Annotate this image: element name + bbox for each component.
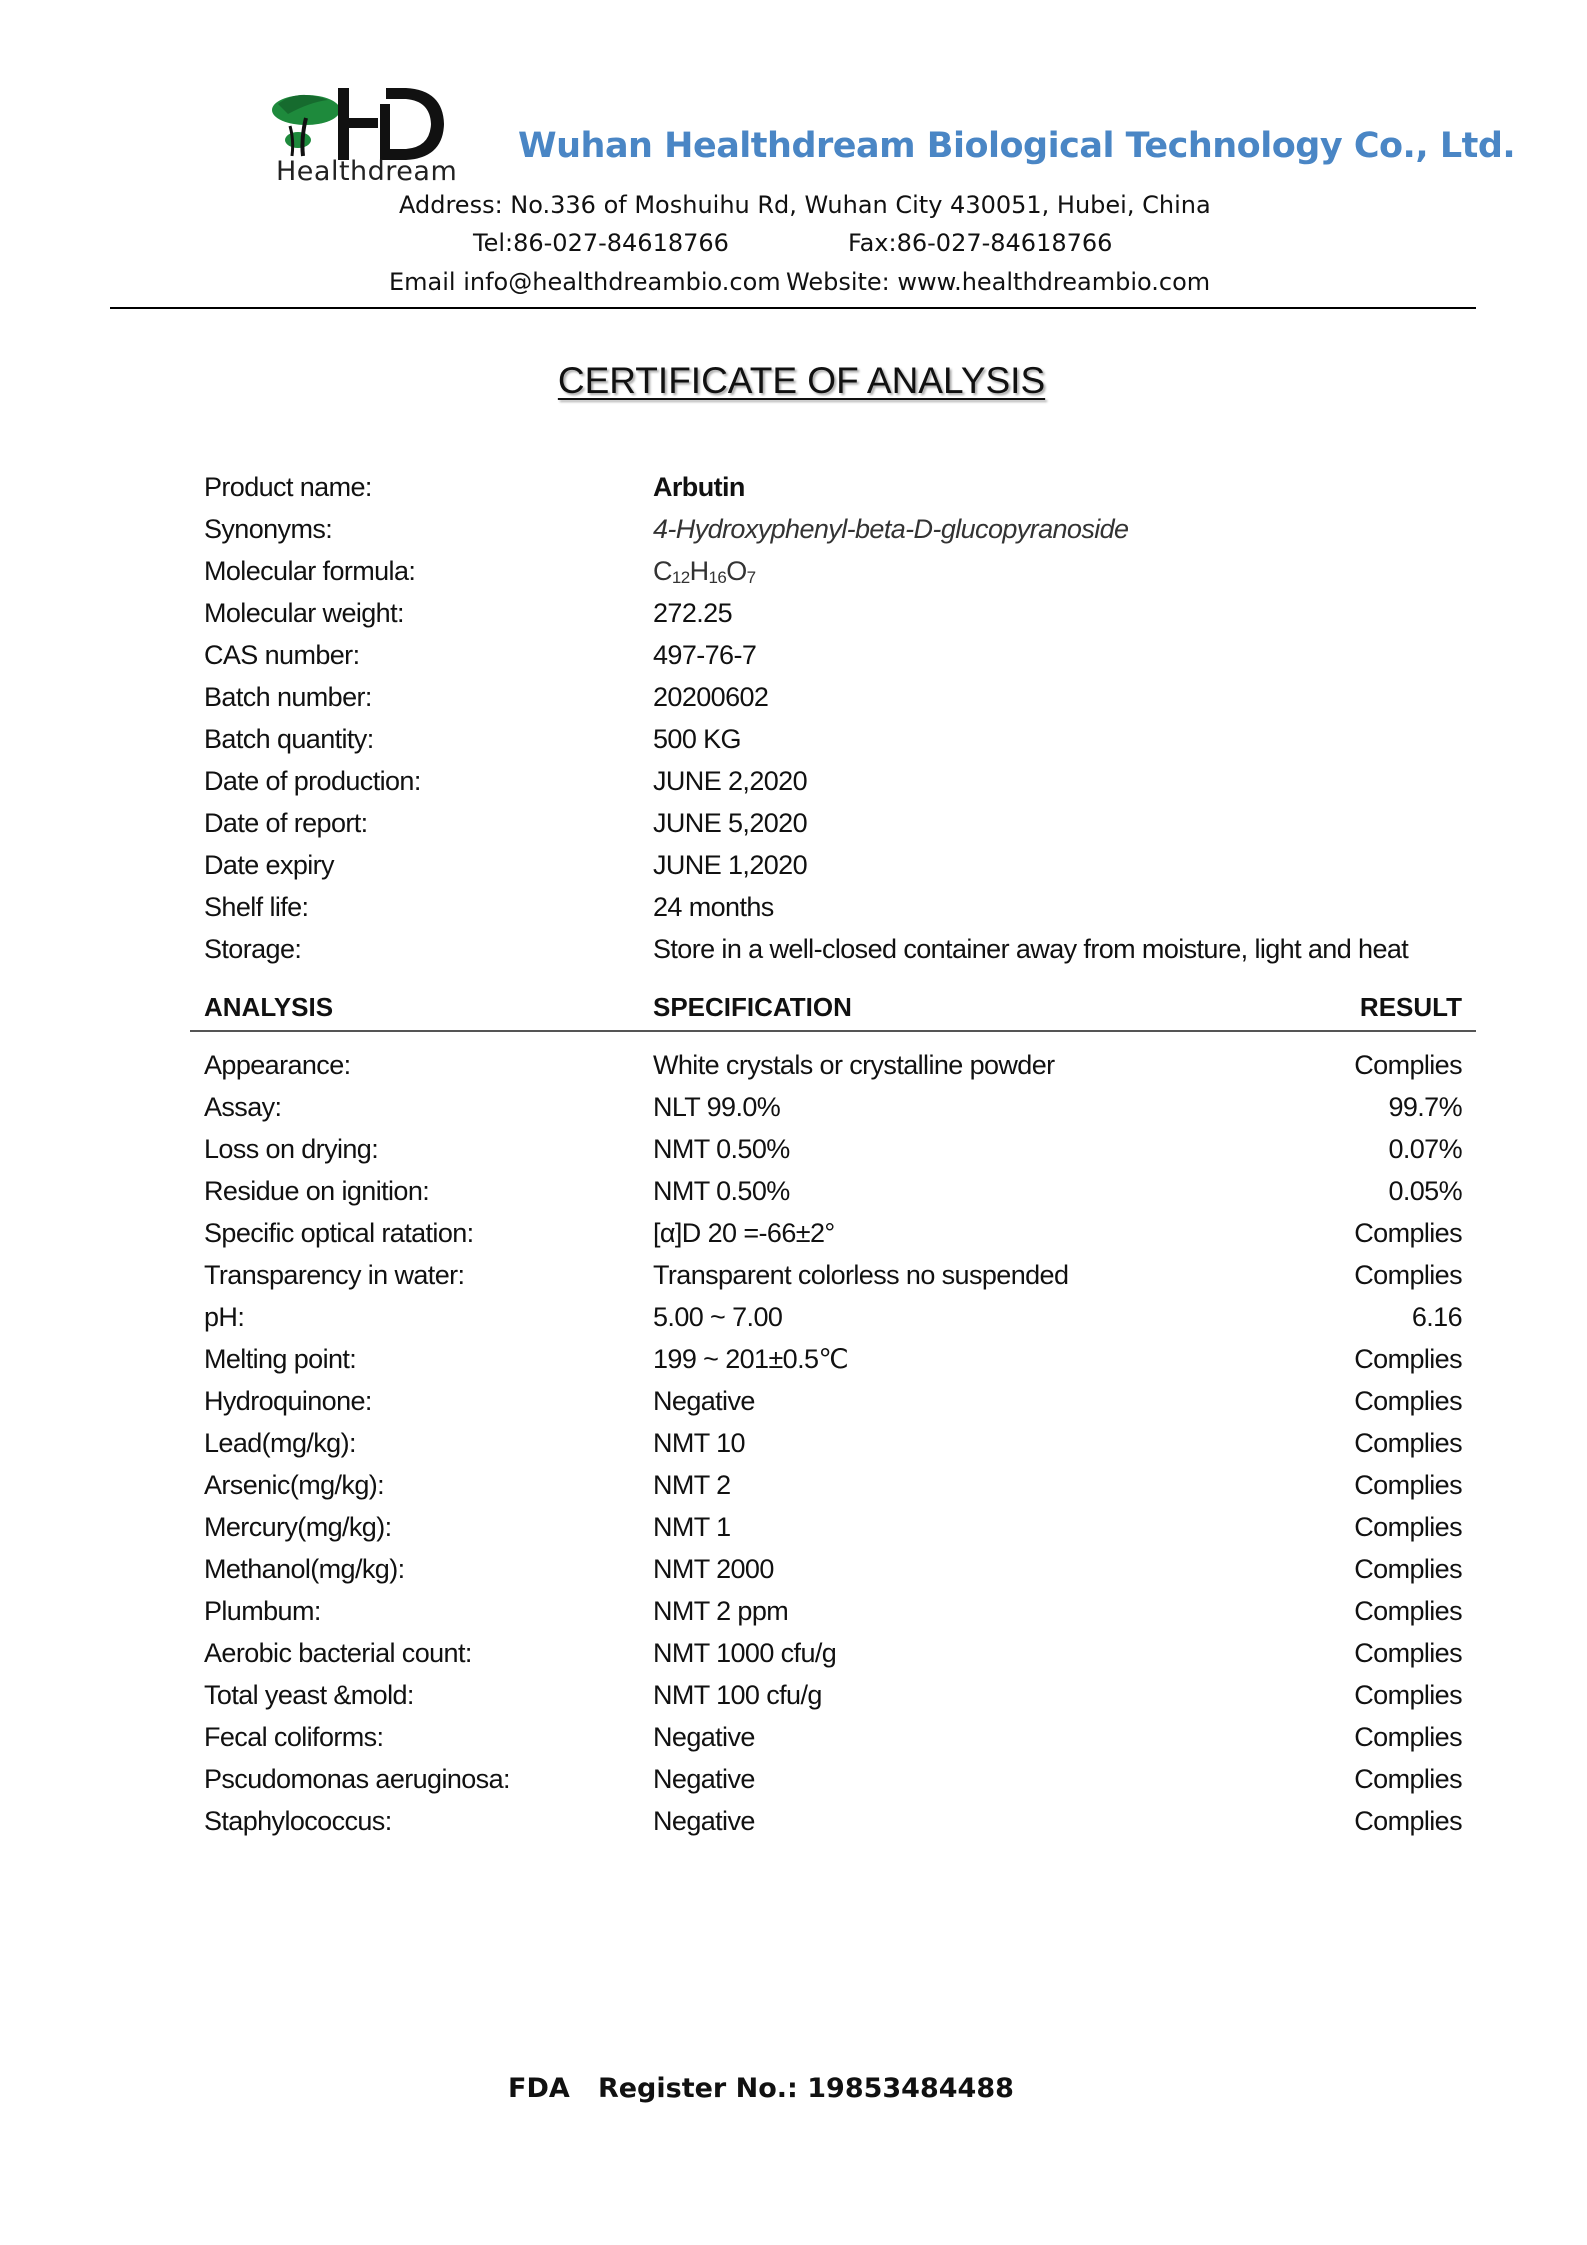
analysis-result: Complies — [1354, 1512, 1462, 1542]
table-row — [0, 1134, 1587, 1176]
analysis-result: Complies — [1354, 1218, 1462, 1248]
analysis-spec: Negative — [653, 1722, 755, 1752]
analysis-result: Complies — [1354, 1260, 1462, 1290]
quantity-label: Batch quantity: — [204, 724, 374, 754]
company-fax: Fax:86-027-84618766 — [848, 229, 1113, 257]
fda-register-number: FDA Register No.: 19853484488 — [508, 2073, 1014, 2104]
analysis-header-analysis: ANALYSIS — [204, 992, 334, 1022]
analysis-result: Complies — [1354, 1806, 1462, 1836]
table-row — [0, 1764, 1587, 1806]
analysis-result: Complies — [1354, 1680, 1462, 1710]
table-row — [0, 1470, 1587, 1512]
info-row-formula — [0, 556, 1587, 598]
table-row — [0, 1512, 1587, 1554]
company-website: Website: www.healthdreambio.com — [786, 268, 1211, 296]
table-row — [0, 1554, 1587, 1596]
weight-value: 272.25 — [653, 598, 732, 628]
company-email: Email info@healthdreambio.com — [389, 268, 781, 296]
analysis-spec: NMT 0.50% — [653, 1176, 790, 1206]
quantity-value: 500 KG — [653, 724, 741, 754]
analysis-header-result: RESULT — [1359, 992, 1462, 1022]
production-label: Date of production: — [204, 766, 421, 796]
analysis-result: Complies — [1354, 1470, 1462, 1500]
analysis-item: Hydroquinone: — [204, 1386, 372, 1416]
info-row-report — [0, 808, 1587, 850]
analysis-item: Plumbum: — [204, 1596, 321, 1626]
document-title: CERTIFICATE OF ANALYSIS — [557, 360, 1046, 401]
analysis-spec: 199 ~ 201±0.5℃ — [653, 1344, 849, 1374]
table-row — [0, 1218, 1587, 1260]
formula-value: $C_{12}H_{16}O_7$ — [653, 556, 756, 587]
table-row — [0, 1260, 1587, 1302]
batch-value: 20200602 — [653, 682, 769, 712]
analysis-result: Complies — [1354, 1386, 1462, 1416]
formula-label: Molecular formula: — [204, 556, 416, 586]
analysis-spec: 5.00 ~ 7.00 — [653, 1302, 783, 1332]
analysis-spec: Negative — [653, 1764, 755, 1794]
info-row-product-name — [0, 472, 1587, 514]
table-row — [0, 1722, 1587, 1764]
storage-value: Store in a well-closed container away from moisture, light and heat — [653, 934, 1409, 964]
info-row-production — [0, 766, 1587, 808]
analysis-item: Arsenic(mg/kg): — [204, 1470, 385, 1500]
analysis-result: Complies — [1354, 1344, 1462, 1374]
analysis-item: Loss on drying: — [204, 1134, 379, 1164]
info-row-quantity — [0, 724, 1587, 766]
analysis-result: 0.05% — [1388, 1176, 1462, 1206]
analysis-result: Complies — [1354, 1596, 1462, 1626]
table-row — [0, 1176, 1587, 1218]
cas-label: CAS number: — [204, 640, 360, 670]
analysis-spec: Transparent colorless no suspended — [653, 1260, 1069, 1290]
storage-label: Storage: — [204, 934, 302, 964]
logo-wordmark: Healthdream — [276, 156, 458, 187]
synonyms-value: 4-Hydroxyphenyl-beta-D-glucopyranoside — [653, 514, 1129, 544]
analysis-item: Lead(mg/kg): — [204, 1428, 356, 1458]
analysis-item: Specific optical ratation: — [204, 1218, 474, 1248]
cas-value: 497-76-7 — [653, 640, 757, 670]
company-address: Address: No.336 of Moshuihu Rd, Wuhan City 430051, Hubei, China — [399, 191, 1211, 219]
analysis-spec: White crystals or crystalline powder — [653, 1050, 1055, 1080]
synonyms-label: Synonyms: — [204, 514, 333, 544]
product-name-label: Product name: — [204, 472, 372, 502]
table-row — [0, 1638, 1587, 1680]
analysis-spec: NMT 100 cfu/g — [653, 1680, 822, 1710]
analysis-item: Assay: — [204, 1092, 282, 1122]
analysis-result: 6.16 — [1411, 1302, 1462, 1332]
info-row-storage — [0, 934, 1587, 976]
analysis-item: Residue on ignition: — [204, 1176, 430, 1206]
analysis-spec: NMT 10 — [653, 1428, 745, 1458]
analysis-item: Total yeast &mold: — [204, 1680, 414, 1710]
expiry-label: Date expiry — [204, 850, 334, 880]
expiry-value: JUNE 1,2020 — [653, 850, 807, 880]
analysis-spec: NLT 99.0% — [653, 1092, 781, 1122]
batch-label: Batch number: — [204, 682, 372, 712]
shelf-label: Shelf life: — [204, 892, 309, 922]
info-row-expiry — [0, 850, 1587, 892]
header-divider — [110, 307, 1476, 309]
analysis-item: pH: — [204, 1302, 245, 1332]
table-row — [0, 1344, 1587, 1386]
analysis-spec: Negative — [653, 1806, 755, 1836]
analysis-spec: NMT 2000 — [653, 1554, 774, 1584]
analysis-item: Aerobic bacterial count: — [204, 1638, 472, 1668]
info-row-shelf — [0, 892, 1587, 934]
company-name: Wuhan Healthdream Biological Technology Co., Ltd. — [518, 126, 1516, 166]
analysis-header-divider — [190, 1030, 1476, 1032]
table-row — [0, 1302, 1587, 1344]
analysis-result: Complies — [1354, 1764, 1462, 1794]
report-label: Date of report: — [204, 808, 368, 838]
analysis-result: Complies — [1354, 1554, 1462, 1584]
analysis-item: Methanol(mg/kg): — [204, 1554, 405, 1584]
analysis-spec: [α]D 20 =-66±2° — [653, 1218, 835, 1248]
table-row — [0, 1596, 1587, 1638]
analysis-spec: NMT 0.50% — [653, 1134, 790, 1164]
analysis-item: Pscudomonas aeruginosa: — [204, 1764, 510, 1794]
analysis-item: Transparency in water: — [204, 1260, 465, 1290]
weight-label: Molecular weight: — [204, 598, 404, 628]
analysis-item: Melting point: — [204, 1344, 357, 1374]
production-value: JUNE 2,2020 — [653, 766, 807, 796]
table-row — [0, 1092, 1587, 1134]
analysis-item: Mercury(mg/kg): — [204, 1512, 392, 1542]
company-tel: Tel:86-027-84618766 — [473, 229, 729, 257]
info-row-cas — [0, 640, 1587, 682]
analysis-result: Complies — [1354, 1050, 1462, 1080]
info-row-batch — [0, 682, 1587, 724]
analysis-spec: NMT 2 — [653, 1470, 731, 1500]
analysis-result: 0.07% — [1388, 1134, 1462, 1164]
table-row — [0, 1050, 1587, 1092]
info-row-synonyms — [0, 514, 1587, 556]
shelf-value: 24 months — [653, 892, 774, 922]
analysis-spec: Negative — [653, 1386, 755, 1416]
analysis-item: Staphylococcus: — [204, 1806, 392, 1836]
table-row — [0, 1680, 1587, 1722]
table-row — [0, 1806, 1587, 1848]
analysis-item: Appearance: — [204, 1050, 351, 1080]
analysis-item: Fecal coliforms: — [204, 1722, 384, 1752]
analysis-result: Complies — [1354, 1428, 1462, 1458]
analysis-result: Complies — [1354, 1638, 1462, 1668]
analysis-result: Complies — [1354, 1722, 1462, 1752]
table-row — [0, 1386, 1587, 1428]
analysis-spec: NMT 1 — [653, 1512, 731, 1542]
analysis-spec: NMT 1000 cfu/g — [653, 1638, 837, 1668]
analysis-header-specification: SPECIFICATION — [653, 992, 852, 1022]
analysis-result: 99.7% — [1388, 1092, 1462, 1122]
info-row-weight — [0, 598, 1587, 640]
product-name-value: Arbutin — [653, 472, 745, 502]
report-value: JUNE 5,2020 — [653, 808, 807, 838]
analysis-spec: NMT 2 ppm — [653, 1596, 789, 1626]
table-row — [0, 1428, 1587, 1470]
